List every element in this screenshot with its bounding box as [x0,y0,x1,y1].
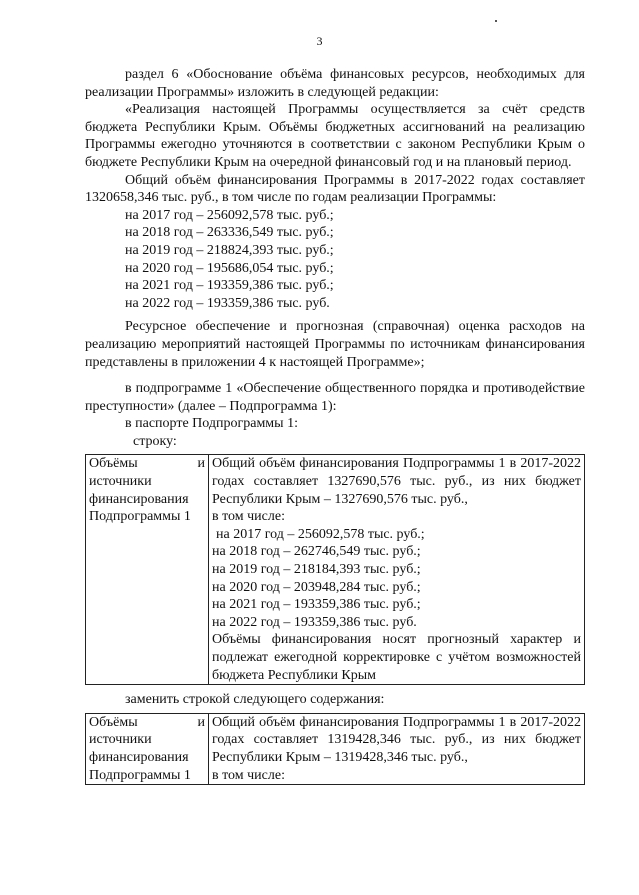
cell-head: Общий объём финансирования Подпрограммы 1 в 2017-2022 годах составляет 1327690,576 тыс. руб., из них бюджет Республики Крым – 1327690,576 тыс. руб., [212,456,581,507]
table-row [86,455,585,685]
scan-speck [495,20,497,22]
table-content-cell [209,713,585,784]
cell-year-2022: на 2022 год – 193359,386 тыс. руб. [212,614,417,630]
label-word: и [197,714,205,730]
cell-year-2019: на 2019 год – 218184,393 тыс. руб.; [212,562,421,578]
cell-note: Объёмы финансирования носят прогнозный характер и подлежат ежегодной корректировке с учётом возможностей бюджета Республики Крым [212,632,581,683]
label-word: и [197,456,205,472]
label-word: Объёмы [89,456,138,472]
subprogram-paragraph: в подпрограмме 1 «Обеспечение общественного порядка и противодействие преступности» (далее – Подпрограмма 1): [85,381,585,414]
page-number: 3 [316,34,323,48]
cell-head: Общий объём финансирования Подпрограммы 1 в 2017-2022 годах составляет 1319428,346 тыс. руб., из них бюджет Республики Крым – 1319428,346 тыс. руб., [212,714,581,765]
cell-year-2020: на 2020 год – 203948,284 тыс. руб.; [212,579,421,595]
cell-year-2021: на 2021 год – 193359,386 тыс. руб.; [212,597,421,613]
table-label-cell [86,713,209,784]
document-body [85,66,585,785]
row-paragraph: строку: [133,433,177,449]
program-year-2019: на 2019 год – 218824,393 тыс. руб.; [125,242,334,258]
table-content-cell [209,455,585,685]
label-text: источники финансирования Подпрограммы 1 [89,732,191,783]
passport-paragraph: в паспорте Подпрограммы 1: [125,416,298,432]
program-year-2020: на 2020 год – 195686,054 тыс. руб.; [125,260,334,276]
program-year-2017: на 2017 год – 256092,578 тыс. руб.; [125,207,334,223]
table-row [86,713,585,784]
program-years-list [85,207,585,313]
new-funding-table [85,713,585,785]
label-word: Объёмы [89,714,138,730]
program-year-2021: на 2021 год – 193359,386 тыс. руб.; [125,278,334,294]
cell-year-2017: на 2017 год – 256092,578 тыс. руб.; [216,526,425,542]
old-funding-table [85,454,585,685]
resource-paragraph: Ресурсное обеспечение и прогнозная (справочная) оценка расходов на реализацию мероприятий настоящей Программы по источникам финансирования представлены в приложении 4 к настоящей Программе»; [85,319,585,370]
program-year-2022: на 2022 год – 193359,386 тыс. руб. [125,295,330,311]
replace-paragraph: заменить строкой следующего содержания: [125,692,385,708]
label-text: источники финансирования Подпрограммы 1 [89,474,191,525]
cell-including: в том числе: [212,509,285,525]
cell-including: в том числе: [212,767,285,783]
funding-source-paragraph: «Реализация настоящей Программы осуществляется за счёт средств бюджета Республики Крым. Объёмы бюджетных ассигнований на реализацию Программы ежегодно уточняются в соответствии с законом Республики Крым о бюджете Республики Крым на очередной финансовый год и на плановый период. [85,102,585,170]
intro-paragraph: раздел 6 «Обоснование объёма финансовых ресурсов, необходимых для реализации Программы» изложить в следующей редакции: [85,67,585,100]
cell-year-2018: на 2018 год – 262746,549 тыс. руб.; [212,544,421,560]
program-year-2018: на 2018 год – 263336,549 тыс. руб.; [125,225,334,241]
table-label-cell [86,455,209,685]
total-funding-paragraph: Общий объём финансирования Программы в 2017-2022 годах составляет 1320658,346 тыс. руб., в том числе по годам реализации Программы: [85,172,585,206]
